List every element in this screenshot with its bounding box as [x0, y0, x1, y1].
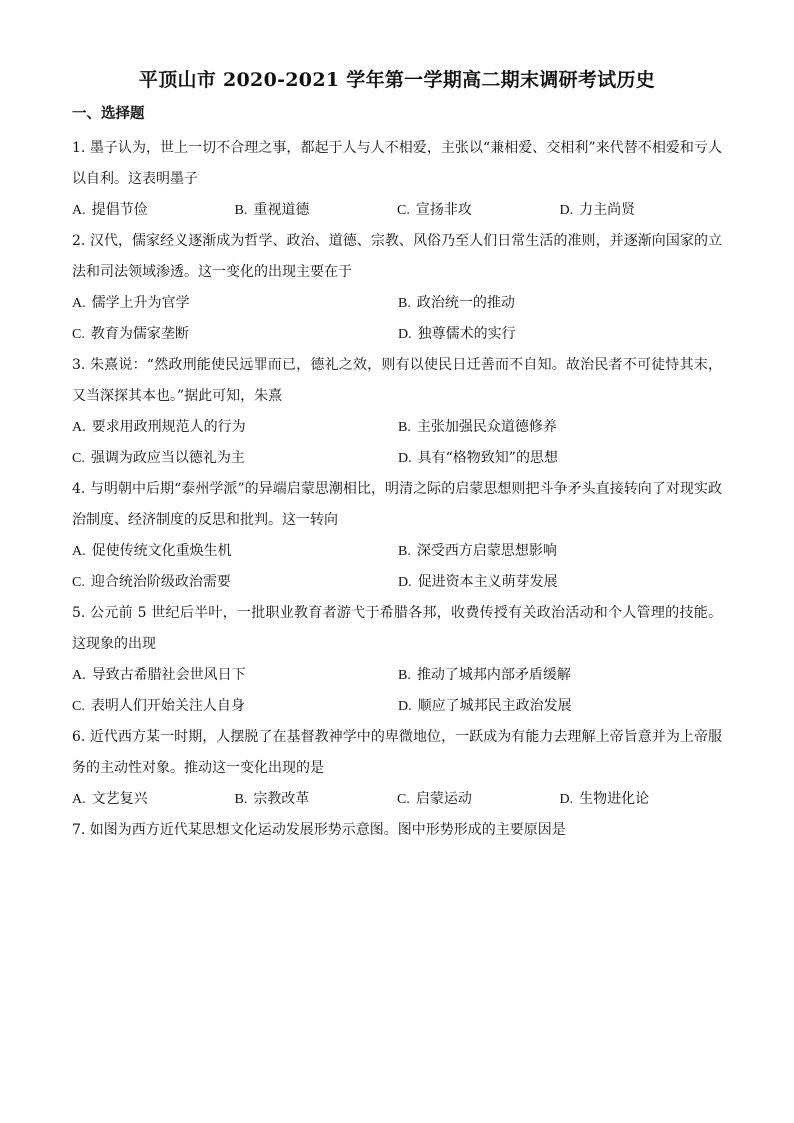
option-letter: B.: [398, 668, 411, 683]
option-b[interactable]: [398, 660, 724, 691]
option-letter: C.: [72, 327, 85, 342]
options-row: [72, 195, 722, 226]
option-a[interactable]: [72, 784, 235, 815]
option-letter: D.: [559, 203, 574, 218]
question-3: [72, 350, 722, 474]
option-c[interactable]: [72, 319, 398, 350]
option-a[interactable]: [72, 288, 398, 319]
option-text: 具有“格物致知”的思想: [417, 450, 558, 466]
option-text: 顺应了城邦民主政治发展: [417, 698, 572, 714]
option-text: 促进资本主义萌芽发展: [417, 574, 558, 590]
question-stem: 7. 如图为西方近代某思想文化运动发展形势示意图。图中形势形成的主要原因是: [72, 822, 566, 838]
question-6: [72, 722, 722, 815]
option-b[interactable]: [235, 784, 398, 815]
question-1: [72, 133, 722, 226]
option-b[interactable]: [398, 412, 724, 443]
option-b[interactable]: [235, 195, 398, 226]
option-text: 教育为儒家垄断: [90, 326, 189, 342]
options-grid: [72, 660, 722, 722]
options-grid: [72, 288, 722, 350]
option-d[interactable]: [398, 691, 724, 722]
options-grid: [72, 412, 722, 474]
option-b[interactable]: [398, 288, 724, 319]
option-text: 宣扬非攻: [415, 202, 472, 218]
option-letter: A.: [72, 203, 86, 218]
option-c[interactable]: [72, 691, 398, 722]
option-a[interactable]: [72, 195, 235, 226]
option-letter: A.: [72, 544, 86, 559]
question-5: [72, 598, 722, 722]
question-stem: 3. 朱熹说：“然政刑能使民远罪而已，德礼之效，则有以使民日迁善而不自知。故治民者不可徒恃其末，又当深探其本也。”据此可知，朱熹: [72, 357, 722, 404]
option-text: 导致古希腊社会世风日下: [91, 667, 246, 683]
option-text: 迎合统治阶级政治需要: [90, 574, 231, 590]
option-text: 推动了城邦内部矛盾缓解: [416, 667, 571, 683]
option-letter: C.: [397, 792, 410, 807]
option-d[interactable]: [560, 784, 723, 815]
option-letter: D.: [398, 451, 412, 466]
question-2: [72, 226, 722, 350]
option-letter: D.: [398, 327, 412, 342]
option-text: 力主尚贤: [579, 202, 636, 218]
option-letter: C.: [72, 699, 85, 714]
option-c[interactable]: [397, 784, 560, 815]
option-letter: A.: [72, 296, 86, 311]
option-letter: B.: [398, 544, 411, 559]
option-a[interactable]: [72, 412, 398, 443]
option-letter: A.: [72, 420, 86, 435]
option-letter: C.: [72, 575, 85, 590]
options-row: [72, 784, 722, 815]
option-letter: A.: [72, 792, 86, 807]
option-text: 独尊儒术的实行: [417, 326, 516, 342]
option-a[interactable]: [72, 660, 398, 691]
option-text: 儒学上升为官学: [91, 295, 190, 311]
option-letter: B.: [398, 420, 411, 435]
option-b[interactable]: [398, 536, 724, 567]
question-7: [72, 815, 722, 846]
question-stem: 6. 近代西方某一时期，人摆脱了在基督教神学中的卑微地位，一跃成为有能力去理解上帝旨意并为上帝服务的主动性对象。推动这一变化出现的是: [72, 729, 722, 776]
option-d[interactable]: [398, 443, 724, 474]
option-c[interactable]: [72, 567, 398, 598]
question-stem: 2. 汉代，儒家经义逐渐成为哲学、政治、道德、宗教、风俗乃至人们日常生活的准则，并逐渐向国家的立法和司法领域渗透。这一变化的出现主要在于: [72, 233, 722, 280]
option-text: 提倡节俭: [91, 202, 148, 218]
option-text: 主张加强民众道德修养: [416, 419, 557, 435]
option-text: 文艺复兴: [91, 791, 148, 807]
option-d[interactable]: [398, 567, 724, 598]
option-letter: B.: [234, 203, 248, 218]
option-letter: D.: [398, 575, 412, 590]
exam-title: 平顶山市 2020-2021 学年第一学期高二期末调研考试历史: [138, 69, 656, 91]
option-text: 重视道德: [253, 202, 310, 218]
option-letter: C.: [72, 451, 85, 466]
options-grid: [72, 536, 722, 598]
option-text: 表明人们开始关注人自身: [90, 698, 245, 714]
option-text: 政治统一的推动: [416, 295, 515, 311]
option-c[interactable]: [397, 195, 560, 226]
option-letter: D.: [398, 699, 412, 714]
option-text: 启蒙运动: [415, 791, 472, 807]
option-d[interactable]: [398, 319, 724, 350]
option-letter: B.: [398, 296, 411, 311]
option-letter: B.: [234, 792, 248, 807]
option-letter: D.: [559, 792, 574, 807]
question-4: [72, 474, 722, 598]
option-d[interactable]: [560, 195, 723, 226]
option-c[interactable]: [72, 443, 398, 474]
option-letter: A.: [72, 668, 86, 683]
option-text: 宗教改革: [253, 791, 310, 807]
section-heading: 一、选择题: [72, 106, 145, 122]
option-text: 深受西方启蒙思想影响: [416, 543, 557, 559]
option-text: 强调为政应当以德礼为主: [90, 450, 245, 466]
option-letter: C.: [397, 203, 410, 218]
question-stem: 1. 墨子认为，世上一切不合理之事，都起于人与人不相爱，主张以“兼相爱、交相利”来代替不相爱和亏人以自利。这表明墨子: [72, 140, 722, 187]
question-stem: 5. 公元前 5 世纪后半叶，一批职业教育者游弋于希腊各邦，收费传授有关政治活动和个人管理的技能。这现象的出现: [72, 605, 722, 652]
option-text: 生物进化论: [579, 791, 650, 807]
option-text: 要求用政刑规范人的行为: [91, 419, 246, 435]
option-text: 促使传统文化重焕生机: [91, 543, 232, 559]
option-a[interactable]: [72, 536, 398, 567]
question-stem: 4. 与明朝中后期“泰州学派”的异端启蒙思潮相比，明清之际的启蒙思想则把斗争矛头直接转向了对现实政治制度、经济制度的反思和批判。这一转向: [72, 481, 722, 528]
